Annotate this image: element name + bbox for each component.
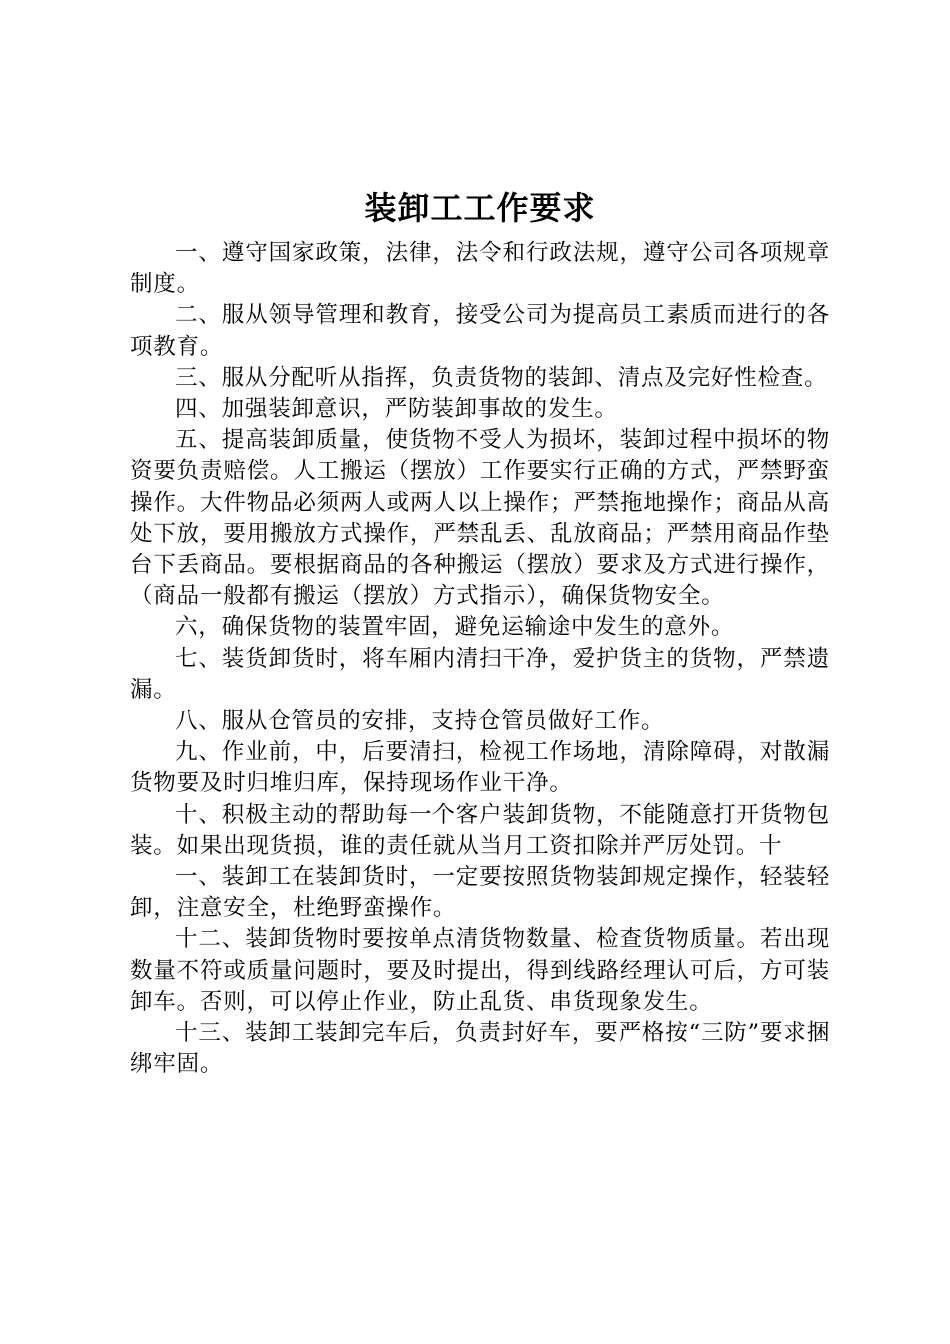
- paragraph-12: 十二、装卸货物时要按单点清货物数量、检查货物质量。若出现数量不符或质量问题时，要及时提出，得到线路经理认可后，方可装卸车。否则，可以停止作业，防止乱货、串货现象发生。: [130, 926, 830, 1015]
- paragraph-6: 六，确保货物的装置牢固，避免运输途中发生的意外。: [175, 614, 735, 641]
- document-title: 装卸工工作要求: [364, 189, 596, 227]
- paragraph-13: 十三、装卸工装卸完车后，负责封好车，要严格按“三防”要求捆绑牢固。: [130, 1020, 830, 1078]
- paragraph-11: 一、装卸工在装卸货时，一定要按照货物装卸规定操作，轻装轻卸，注意安全，杜绝野蛮操作。: [130, 864, 830, 922]
- paragraph-1: 一、遵守国家政策，法律，法令和行政法规，遵守公司各项规章制度。: [130, 240, 830, 298]
- paragraph-4: 四、加强装卸意识，严防装卸事故的发生。: [175, 396, 618, 423]
- paragraph-2: 二、服从领导管理和教育，接受公司为提高员工素质而进行的各项教育。: [130, 302, 830, 360]
- paragraph-3: 三、服从分配听从指挥，负责货物的装卸、清点及完好性检查。: [175, 364, 828, 391]
- paragraph-10: 十、积极主动的帮助每一个客户装卸货物，不能随意打开货物包装。如果出现货损，谁的责任就从当月工资扣除并严厉处罚。十: [130, 801, 830, 859]
- paragraph-5: 五、提高装卸质量，使货物不受人为损坏，装卸过程中损坏的物资要负责赔偿。人工搬运（摆放）工作要实行正确的方式，严禁野蛮操作。大件物品必须两人或两人以上操作；严禁拖地操作；商品从高处下放，要用搬放方式操作，严禁乱丢、乱放商品；严禁用商品作垫台下丢商品。要根据商品的各种搬运（摆放）要求及方式进行操作，（商品一般都有搬运（摆放）方式指示），确保货物安全。: [130, 427, 830, 610]
- document-page: [130, 182, 830, 1080]
- paragraph-8: 八、服从仓管员的安排，支持仓管员做好工作。: [175, 708, 665, 735]
- paragraph-7: 七、装货卸货时，将车厢内清扫干净，爱护货主的货物，严禁遗漏。: [130, 645, 830, 703]
- paragraph-9: 九、作业前，中，后要清扫，检视工作场地，清除障碍，对散漏货物要及时归堆归库，保持现场作业干净。: [130, 739, 830, 797]
